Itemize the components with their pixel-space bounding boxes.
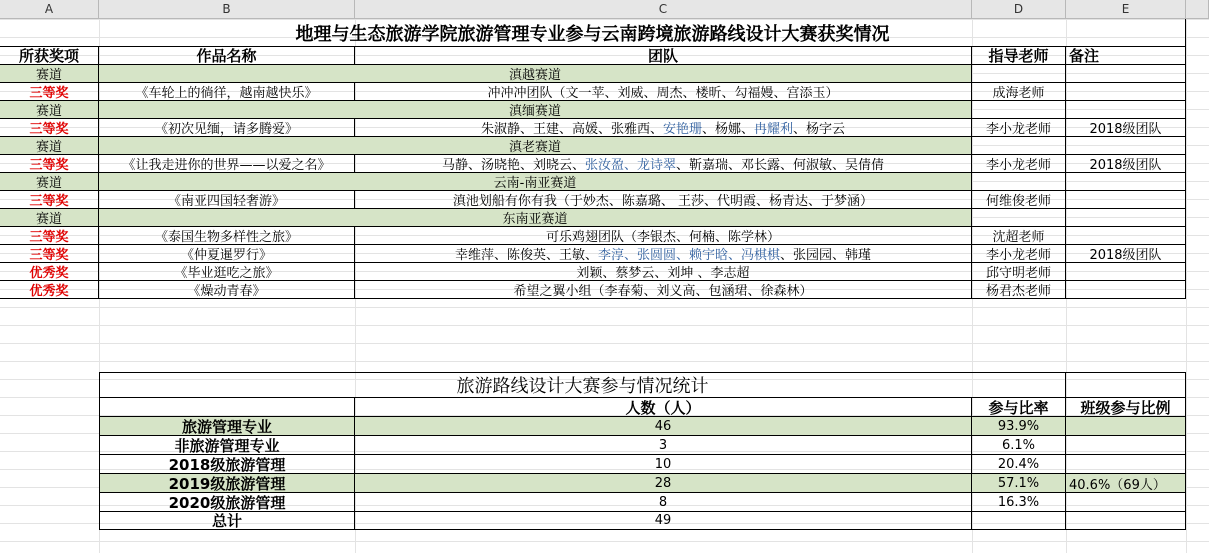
stats-ratio-cell[interactable]: 20.4%	[972, 455, 1066, 474]
track-teacher-cell[interactable]	[972, 101, 1066, 119]
team-member-text: 可乐鸡翅团队（李银杰、何楠、陈学林）	[545, 230, 780, 245]
gridline-row	[0, 325, 1209, 326]
stats-ratio-cell[interactable]: 93.9%	[972, 417, 1066, 436]
stats-total-label[interactable]: 总计	[99, 512, 355, 530]
stats-class-ratio-cell[interactable]: 40.6%（69人）	[1066, 474, 1186, 493]
team-cell[interactable]	[355, 281, 972, 299]
team-member-text: 李淳、张圆圆、赖宇晗、冯棋棋	[597, 248, 780, 263]
note-cell[interactable]: 2018级团队	[1066, 245, 1186, 263]
teacher-cell[interactable]: 成海老师	[972, 83, 1066, 101]
note-cell[interactable]	[1066, 281, 1186, 299]
track-name-cell[interactable]: 云南-南亚赛道	[99, 173, 972, 191]
note-cell[interactable]	[1066, 227, 1186, 245]
teacher-cell[interactable]: 李小龙老师	[972, 119, 1066, 137]
track-label-cell[interactable]: 赛道	[0, 173, 99, 191]
track-note-cell[interactable]	[1066, 137, 1186, 155]
award-cell[interactable]: 三等奖	[0, 119, 99, 137]
track-label-cell[interactable]: 赛道	[0, 209, 99, 227]
track-name-cell[interactable]: 东南亚赛道	[99, 209, 972, 227]
team-member-text: 安艳珊	[662, 122, 702, 137]
award-cell[interactable]: 三等奖	[0, 191, 99, 209]
teacher-cell[interactable]: 沈超老师	[972, 227, 1066, 245]
note-cell[interactable]	[1066, 83, 1186, 101]
gridline-row	[0, 307, 1209, 308]
stats-class-ratio-cell[interactable]	[1066, 417, 1186, 436]
team-member-text: 、杨字云	[793, 122, 846, 137]
stats-category-cell[interactable]: 2020级旅游管理	[99, 493, 355, 512]
award-cell[interactable]: 优秀奖	[0, 263, 99, 281]
award-cell[interactable]: 三等奖	[0, 155, 99, 173]
stats-count-cell[interactable]: 46	[355, 417, 972, 436]
stats-ratio-cell[interactable]: 57.1%	[972, 474, 1066, 493]
stats-total-class-ratio[interactable]	[1066, 512, 1186, 530]
team-member-text: 希望之翼小组（李春菊、刘义高、包涵珺、徐森林）	[513, 284, 813, 299]
awards-title: 地理与生态旅游学院旅游管理专业参与云南跨境旅游路线设计大赛获奖情况	[0, 19, 1186, 47]
stats-count-cell[interactable]: 8	[355, 493, 972, 512]
teacher-cell[interactable]: 何维俊老师	[972, 191, 1066, 209]
stats-class-ratio-cell[interactable]	[1066, 493, 1186, 512]
track-note-cell[interactable]	[1066, 65, 1186, 83]
gridline-row	[0, 361, 1209, 362]
team-cell[interactable]	[355, 119, 972, 137]
teacher-cell[interactable]: 邱守明老师	[972, 263, 1066, 281]
gridline-row	[0, 541, 1209, 542]
team-cell[interactable]	[355, 191, 972, 209]
award-cell[interactable]: 三等奖	[0, 83, 99, 101]
awards-header-note: 备注	[1066, 47, 1186, 65]
team-cell[interactable]	[355, 245, 972, 263]
note-cell[interactable]: 2018级团队	[1066, 119, 1186, 137]
team-member-text: 滇池划船有你有我（于妙杰、陈嘉璐、 王莎、代明霞、杨青达、于梦涵）	[452, 194, 874, 209]
stats-ratio-cell[interactable]: 6.1%	[972, 436, 1066, 455]
stats-class-ratio-cell[interactable]	[1066, 436, 1186, 455]
team-member-text: 马静、汤晓艳、刘晓云、	[441, 158, 585, 173]
stats-category-cell[interactable]: 2019级旅游管理	[99, 474, 355, 493]
track-teacher-cell[interactable]	[972, 173, 1066, 191]
work-title-cell[interactable]: 《毕业逛吃之旅》	[99, 263, 355, 281]
award-cell[interactable]: 三等奖	[0, 227, 99, 245]
team-cell[interactable]	[355, 227, 972, 245]
stats-title-spacer[interactable]	[1066, 372, 1186, 398]
column-header-a[interactable]: A	[0, 0, 99, 19]
stats-category-cell[interactable]: 2018级旅游管理	[99, 455, 355, 474]
stats-header-count: 人数（人）	[355, 398, 972, 417]
award-cell[interactable]: 三等奖	[0, 245, 99, 263]
stats-header-blank	[99, 398, 355, 417]
stats-count-cell[interactable]: 28	[355, 474, 972, 493]
stats-category-cell[interactable]: 旅游管理专业	[99, 417, 355, 436]
team-cell[interactable]	[355, 83, 972, 101]
awards-header-work: 作品名称	[99, 47, 355, 65]
team-member-text: 、张园园、韩瑾	[780, 248, 872, 263]
track-teacher-cell[interactable]	[972, 137, 1066, 155]
work-title-cell[interactable]: 《泰国生物多样性之旅》	[99, 227, 355, 245]
team-cell[interactable]	[355, 263, 972, 281]
gridline-row	[0, 343, 1209, 344]
stats-count-cell[interactable]: 10	[355, 455, 972, 474]
track-label-cell[interactable]: 赛道	[0, 101, 99, 119]
team-cell[interactable]	[355, 155, 972, 173]
gridline-col	[1186, 19, 1187, 553]
track-note-cell[interactable]	[1066, 209, 1186, 227]
track-label-cell[interactable]: 赛道	[0, 137, 99, 155]
work-title-cell[interactable]: 《仲夏暹罗行》	[99, 245, 355, 263]
team-member-text: 、靳嘉瑞、邓长露、何淑敏、吴倩倩	[676, 158, 885, 173]
teacher-cell[interactable]: 李小龙老师	[972, 245, 1066, 263]
work-title-cell[interactable]: 《南亚四国轻奢游》	[99, 191, 355, 209]
note-cell[interactable]	[1066, 191, 1186, 209]
team-member-text: 、杨娜、	[701, 122, 754, 137]
teacher-cell[interactable]: 李小龙老师	[972, 155, 1066, 173]
stats-total-ratio[interactable]	[972, 512, 1066, 530]
track-teacher-cell[interactable]	[972, 65, 1066, 83]
team-member-text: 冲冲冲团队（文一苹、刘威、周杰、楼昕、勾福嫚、宫添玉）	[487, 86, 839, 101]
track-teacher-cell[interactable]	[972, 209, 1066, 227]
stats-ratio-cell[interactable]: 16.3%	[972, 493, 1066, 512]
column-header-e[interactable]: E	[1066, 0, 1186, 19]
team-member-text: 刘颖、蔡梦云、刘坤 、李志超	[576, 266, 750, 281]
team-member-text: 冉耀利	[754, 122, 794, 137]
teacher-cell[interactable]: 杨君杰老师	[972, 281, 1066, 299]
team-member-text: 张汝盈、龙诗翠	[584, 158, 676, 173]
stats-total-count[interactable]: 49	[355, 512, 972, 530]
column-header-extra[interactable]	[1186, 0, 1209, 19]
note-cell[interactable]	[1066, 263, 1186, 281]
work-title-cell[interactable]: 《初次见缅，请多腾爱》	[99, 119, 355, 137]
team-member-text: 朱淑静、王建、高媛、张雅西、	[480, 122, 663, 137]
track-name-cell[interactable]: 滇老赛道	[99, 137, 972, 155]
stats-header-class-ratio: 班级参与比例	[1066, 398, 1186, 417]
track-name-cell[interactable]: 滇缅赛道	[99, 101, 972, 119]
award-cell[interactable]: 优秀奖	[0, 281, 99, 299]
track-name-cell[interactable]: 滇越赛道	[99, 65, 972, 83]
column-header-c[interactable]: C	[355, 0, 972, 19]
work-title-cell[interactable]: 《燥动青春》	[99, 281, 355, 299]
awards-header-award: 所获奖项	[0, 47, 99, 65]
note-cell[interactable]: 2018级团队	[1066, 155, 1186, 173]
stats-category-cell[interactable]: 非旅游管理专业	[99, 436, 355, 455]
track-note-cell[interactable]	[1066, 101, 1186, 119]
awards-header-team: 团队	[355, 47, 972, 65]
stats-count-cell[interactable]: 3	[355, 436, 972, 455]
work-title-cell[interactable]: 《让我走进你的世界——以爱之名》	[99, 155, 355, 173]
stats-title: 旅游路线设计大赛参与情况统计	[99, 372, 1066, 398]
column-header-b[interactable]: B	[99, 0, 355, 19]
team-member-text: 幸维萍、陈俊英、王敏、	[454, 248, 598, 263]
track-note-cell[interactable]	[1066, 173, 1186, 191]
track-label-cell[interactable]: 赛道	[0, 65, 99, 83]
awards-header-teacher: 指导老师	[972, 47, 1066, 65]
stats-header-ratio: 参与比率	[972, 398, 1066, 417]
column-header-d[interactable]: D	[972, 0, 1066, 19]
work-title-cell[interactable]: 《车轮上的徜徉，越南越快乐》	[99, 83, 355, 101]
stats-class-ratio-cell[interactable]	[1066, 455, 1186, 474]
